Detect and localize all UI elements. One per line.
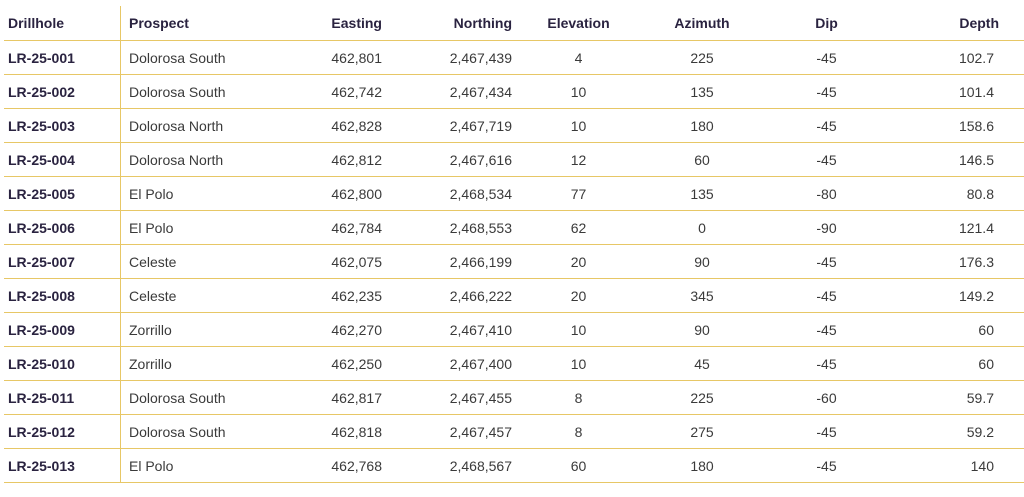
header-azimuth: Azimuth bbox=[645, 6, 759, 41]
table-row bbox=[4, 279, 1024, 313]
cell-depth: 60 bbox=[894, 313, 1024, 347]
cell-elevation: 20 bbox=[512, 279, 645, 313]
cell-easting: 462,768 bbox=[279, 449, 382, 483]
table-body bbox=[4, 41, 1024, 483]
cell-depth: 80.8 bbox=[894, 177, 1024, 211]
cell-prospect: Zorrillo bbox=[121, 313, 280, 347]
cell-elevation: 10 bbox=[512, 75, 645, 109]
cell-prospect: Dolorosa North bbox=[121, 143, 280, 177]
cell-northing: 2,467,457 bbox=[382, 415, 512, 449]
cell-northing: 2,467,616 bbox=[382, 143, 512, 177]
header-row bbox=[4, 6, 1024, 41]
cell-drillhole: LR-25-013 bbox=[4, 449, 121, 483]
cell-elevation: 10 bbox=[512, 109, 645, 143]
cell-northing: 2,468,553 bbox=[382, 211, 512, 245]
cell-easting: 462,812 bbox=[279, 143, 382, 177]
table-row bbox=[4, 449, 1024, 483]
header-northing: Northing bbox=[382, 6, 512, 41]
cell-elevation: 8 bbox=[512, 415, 645, 449]
cell-easting: 462,800 bbox=[279, 177, 382, 211]
table-row bbox=[4, 75, 1024, 109]
cell-azimuth: 180 bbox=[645, 449, 759, 483]
cell-drillhole: LR-25-006 bbox=[4, 211, 121, 245]
cell-elevation: 60 bbox=[512, 449, 645, 483]
cell-drillhole: LR-25-011 bbox=[4, 381, 121, 415]
cell-dip: -45 bbox=[759, 143, 894, 177]
cell-prospect: Dolorosa South bbox=[121, 41, 280, 75]
cell-prospect: Zorrillo bbox=[121, 347, 280, 381]
cell-prospect: Celeste bbox=[121, 279, 280, 313]
table-row bbox=[4, 211, 1024, 245]
cell-depth: 101.4 bbox=[894, 75, 1024, 109]
cell-prospect: El Polo bbox=[121, 449, 280, 483]
header-easting: Easting bbox=[279, 6, 382, 41]
cell-azimuth: 90 bbox=[645, 245, 759, 279]
cell-drillhole: LR-25-001 bbox=[4, 41, 121, 75]
cell-northing: 2,467,719 bbox=[382, 109, 512, 143]
cell-easting: 462,075 bbox=[279, 245, 382, 279]
cell-northing: 2,468,534 bbox=[382, 177, 512, 211]
cell-depth: 140 bbox=[894, 449, 1024, 483]
cell-prospect: Dolorosa South bbox=[121, 381, 280, 415]
cell-azimuth: 60 bbox=[645, 143, 759, 177]
cell-azimuth: 180 bbox=[645, 109, 759, 143]
cell-azimuth: 135 bbox=[645, 75, 759, 109]
cell-northing: 2,467,439 bbox=[382, 41, 512, 75]
cell-easting: 462,817 bbox=[279, 381, 382, 415]
cell-depth: 59.7 bbox=[894, 381, 1024, 415]
cell-northing: 2,466,199 bbox=[382, 245, 512, 279]
header-drillhole: Drillhole bbox=[4, 6, 121, 41]
cell-dip: -45 bbox=[759, 279, 894, 313]
cell-dip: -80 bbox=[759, 177, 894, 211]
cell-drillhole: LR-25-009 bbox=[4, 313, 121, 347]
cell-depth: 146.5 bbox=[894, 143, 1024, 177]
cell-northing: 2,467,400 bbox=[382, 347, 512, 381]
cell-easting: 462,818 bbox=[279, 415, 382, 449]
cell-dip: -45 bbox=[759, 109, 894, 143]
cell-drillhole: LR-25-005 bbox=[4, 177, 121, 211]
cell-elevation: 10 bbox=[512, 313, 645, 347]
cell-azimuth: 275 bbox=[645, 415, 759, 449]
cell-easting: 462,801 bbox=[279, 41, 382, 75]
table-row bbox=[4, 415, 1024, 449]
cell-easting: 462,828 bbox=[279, 109, 382, 143]
cell-elevation: 4 bbox=[512, 41, 645, 75]
cell-azimuth: 0 bbox=[645, 211, 759, 245]
table-row bbox=[4, 177, 1024, 211]
cell-dip: -45 bbox=[759, 75, 894, 109]
cell-easting: 462,742 bbox=[279, 75, 382, 109]
cell-azimuth: 345 bbox=[645, 279, 759, 313]
header-dip: Dip bbox=[759, 6, 894, 41]
cell-dip: -60 bbox=[759, 381, 894, 415]
cell-elevation: 20 bbox=[512, 245, 645, 279]
header-elevation: Elevation bbox=[512, 6, 645, 41]
table-row bbox=[4, 313, 1024, 347]
cell-prospect: El Polo bbox=[121, 177, 280, 211]
cell-depth: 59.2 bbox=[894, 415, 1024, 449]
header-prospect: Prospect bbox=[121, 6, 280, 41]
cell-northing: 2,467,455 bbox=[382, 381, 512, 415]
cell-azimuth: 90 bbox=[645, 313, 759, 347]
cell-prospect: Dolorosa South bbox=[121, 415, 280, 449]
cell-easting: 462,250 bbox=[279, 347, 382, 381]
cell-prospect: Dolorosa North bbox=[121, 109, 280, 143]
table-row bbox=[4, 347, 1024, 381]
cell-easting: 462,784 bbox=[279, 211, 382, 245]
cell-depth: 102.7 bbox=[894, 41, 1024, 75]
cell-dip: -45 bbox=[759, 245, 894, 279]
cell-prospect: Celeste bbox=[121, 245, 280, 279]
table-row bbox=[4, 381, 1024, 415]
cell-northing: 2,467,410 bbox=[382, 313, 512, 347]
drillhole-table bbox=[4, 6, 1024, 483]
cell-northing: 2,467,434 bbox=[382, 75, 512, 109]
cell-northing: 2,466,222 bbox=[382, 279, 512, 313]
table-row bbox=[4, 245, 1024, 279]
cell-drillhole: LR-25-002 bbox=[4, 75, 121, 109]
cell-dip: -45 bbox=[759, 41, 894, 75]
cell-northing: 2,468,567 bbox=[382, 449, 512, 483]
cell-elevation: 77 bbox=[512, 177, 645, 211]
cell-drillhole: LR-25-003 bbox=[4, 109, 121, 143]
cell-elevation: 10 bbox=[512, 347, 645, 381]
cell-drillhole: LR-25-012 bbox=[4, 415, 121, 449]
cell-depth: 176.3 bbox=[894, 245, 1024, 279]
cell-azimuth: 45 bbox=[645, 347, 759, 381]
cell-azimuth: 135 bbox=[645, 177, 759, 211]
cell-dip: -45 bbox=[759, 415, 894, 449]
cell-drillhole: LR-25-010 bbox=[4, 347, 121, 381]
cell-dip: -45 bbox=[759, 347, 894, 381]
cell-drillhole: LR-25-007 bbox=[4, 245, 121, 279]
cell-easting: 462,235 bbox=[279, 279, 382, 313]
header-depth: Depth bbox=[894, 6, 1024, 41]
cell-easting: 462,270 bbox=[279, 313, 382, 347]
table-row bbox=[4, 143, 1024, 177]
cell-azimuth: 225 bbox=[645, 41, 759, 75]
cell-depth: 60 bbox=[894, 347, 1024, 381]
cell-depth: 149.2 bbox=[894, 279, 1024, 313]
cell-elevation: 62 bbox=[512, 211, 645, 245]
cell-depth: 158.6 bbox=[894, 109, 1024, 143]
cell-dip: -45 bbox=[759, 449, 894, 483]
cell-prospect: El Polo bbox=[121, 211, 280, 245]
cell-dip: -45 bbox=[759, 313, 894, 347]
cell-elevation: 12 bbox=[512, 143, 645, 177]
cell-dip: -90 bbox=[759, 211, 894, 245]
table-row bbox=[4, 41, 1024, 75]
table-header bbox=[4, 6, 1024, 41]
cell-drillhole: LR-25-008 bbox=[4, 279, 121, 313]
cell-depth: 121.4 bbox=[894, 211, 1024, 245]
cell-elevation: 8 bbox=[512, 381, 645, 415]
cell-prospect: Dolorosa South bbox=[121, 75, 280, 109]
cell-drillhole: LR-25-004 bbox=[4, 143, 121, 177]
table-row bbox=[4, 109, 1024, 143]
cell-azimuth: 225 bbox=[645, 381, 759, 415]
